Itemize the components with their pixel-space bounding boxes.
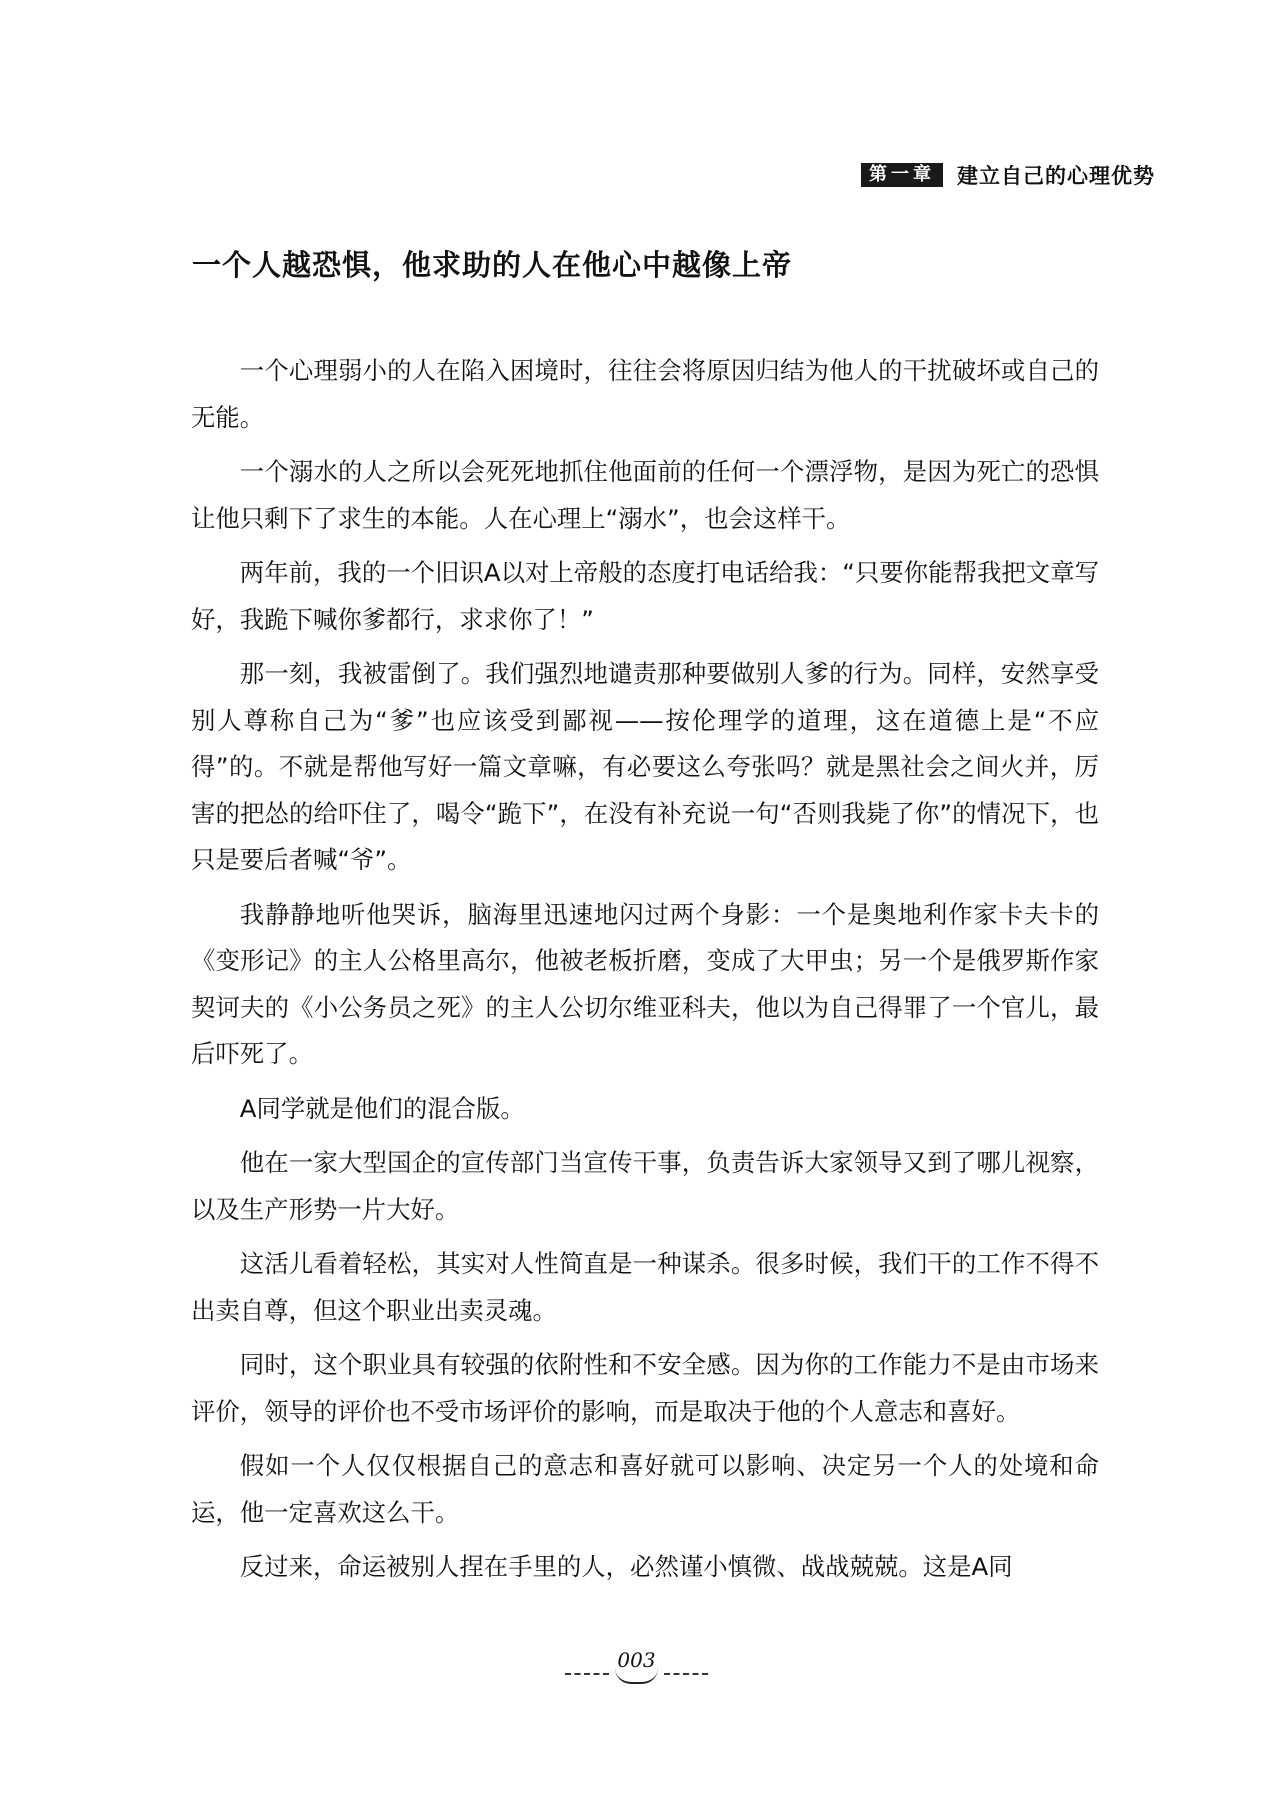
paragraph: 同时，这个职业具有较强的依附性和不安全感。因为你的工作能力不是由市场来评价，领导的评价也不受市场评价的影响，而是取决于他的个人意志和喜好。 [191, 1350, 1099, 1426]
paragraph: 两年前，我的一个旧识A以对上帝般的态度打电话给我：“只要你能帮我把文章写好，我跪下喊你爹都行，求求你了！” [191, 558, 1099, 634]
paragraph: 假如一个人仅仅根据自己的意志和喜好就可以影响、决定另一个人的处境和命运，他一定喜欢这么干。 [191, 1451, 1099, 1527]
page-number: 003 [609, 1648, 663, 1686]
body-text [191, 348, 1099, 1599]
paragraph: 反过来，命运被别人捏在手里的人，必然谨小慎微、战战兢兢。这是A同 [239, 1552, 1013, 1581]
paragraph: A同学就是他们的混合版。 [239, 1093, 525, 1123]
section-title: 一个人越恐惧，他求助的人在他心中越像上帝 [192, 248, 793, 282]
footer-dash-left [565, 1673, 609, 1675]
paragraph: 一个心理弱小的人在陷入困境时，往往会将原因归结为他人的干扰破坏或自己的无能。 [191, 356, 1099, 432]
paragraph: 我静静地听他哭诉，脑海里迅速地闪过两个身影：一个是奥地利作家卡夫卡的《变形记》的主人公格里高尔，他被老板折磨，变成了大甲虫；另一个是俄罗斯作家契诃夫的《小公务员之死》的主人公切尔维亚科夫，他以为自己得罪了一个官儿，最后吓死了。 [191, 899, 1099, 1068]
chapter-badge: 第一章 [861, 163, 943, 187]
running-header [861, 160, 1155, 190]
paragraph: 这活儿看着轻松，其实对人性简直是一种谋杀。很多时候，我们干的工作不得不出卖自尊，但这个职业出卖灵魂。 [191, 1249, 1099, 1325]
paragraph: 一个溺水的人之所以会死死地抓住他面前的任何一个漂浮物，是因为死亡的恐惧让他只剩下了求生的本能。人在心理上“溺水”，也会这样干。 [191, 457, 1099, 533]
chapter-title: 建立自己的心理优势 [957, 163, 1155, 188]
paragraph: 那一刻，我被雷倒了。我们强烈地谴责那种要做别人爹的行为。同样，安然享受别人尊称自己为“爹”也应该受到鄙视——按伦理学的道理，这在道德上是“不应得”的。不就是帮他写好一篇文章嘛，有必要这么夸张吗？就是黑社会之间火并，厉害的把怂的给吓住了，喝令“跪下”，在没有补充说一句“否则我毙了你”的情况下，也只是要后者喊“爷”。 [191, 659, 1099, 874]
footer-dash-right [664, 1673, 708, 1675]
paragraph: 他在一家大型国企的宣传部门当宣传干事，负责告诉大家领导又到了哪儿视察，以及生产形势一片大好。 [191, 1148, 1099, 1224]
page-footer [0, 1648, 1273, 1686]
